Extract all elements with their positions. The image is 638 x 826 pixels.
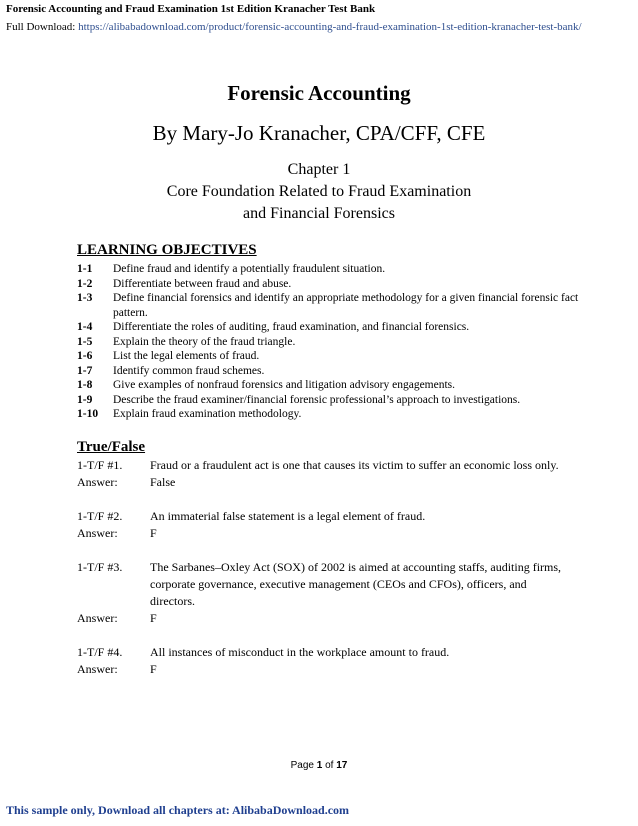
page-of: of <box>322 760 337 771</box>
true-false-heading: True/False <box>77 439 146 455</box>
objective-text: Differentiate between fraud and abuse. <box>113 277 292 290</box>
objective-number: 1-9 <box>77 393 93 406</box>
objective-number: 1-8 <box>77 379 93 391</box>
download-prefix: Full Download: <box>6 21 79 33</box>
download-line <box>6 20 582 34</box>
objective-item <box>77 320 587 335</box>
question-row <box>77 644 567 661</box>
question-id: 1-T/F #3. <box>77 560 123 574</box>
answer-row <box>77 525 567 542</box>
answer-value: F <box>150 526 157 540</box>
question-row <box>77 508 567 525</box>
footer-download-note[interactable]: This sample only, Download all chapters at: AlibabaDownload.com <box>6 803 350 817</box>
objective-item <box>77 262 587 277</box>
question-text: All instances of misconduct in the workplace amount to fraud. <box>150 645 450 659</box>
question-text: An immaterial false statement is a legal element of fraud. <box>150 509 426 523</box>
chapter-title-line2: and Financial Forensics <box>243 205 395 222</box>
learning-objectives-list <box>77 262 587 422</box>
download-link[interactable]: https://alibabadownload.com/product/forensic-accounting-and-fraud-examination-1st-edition-kranacher-test-bank/ <box>78 21 582 33</box>
objective-text: Describe the fraud examiner/financial forensic professional’s approach to investigations. <box>113 393 521 406</box>
objective-text: List the legal elements of fraud. <box>113 350 260 362</box>
objective-text: Define fraud and identify a potentially fraudulent situation. <box>113 263 386 275</box>
objective-text: Give examples of nonfraud forensics and litigation advisory engagements. <box>113 379 456 391</box>
page-total: 17 <box>336 760 348 771</box>
objective-item <box>77 277 587 292</box>
objective-number: 1-3 <box>77 292 93 304</box>
document-author: By Mary-Jo Kranacher, CPA/CFF, CFE <box>152 121 486 145</box>
page-prefix: Page <box>290 760 317 771</box>
answer-label: Answer: <box>77 475 118 489</box>
objective-number: 1-4 <box>77 321 93 333</box>
objective-text: Define financial forensics and identify an appropriate methodology for a given financial forensic fact pattern. <box>113 292 579 319</box>
question-text: Fraud or a fraudulent act is one that causes its victim to suffer an economic loss only. <box>150 458 559 472</box>
chapter-number: Chapter 1 <box>287 161 351 178</box>
question-row <box>77 457 567 474</box>
question-text: The Sarbanes–Oxley Act (SOX) of 2002 is aimed at accounting staffs, auditing firms, corporate governance, executive management (CEOs and CFOs), officers, and directors. <box>150 560 562 608</box>
question-id: 1-T/F #1. <box>77 458 123 472</box>
objective-text: Explain fraud examination methodology. <box>113 408 302 420</box>
objective-number: 1-2 <box>77 277 93 290</box>
answer-label: Answer: <box>77 526 118 540</box>
page-current: 1 <box>316 760 323 771</box>
learning-objectives-heading: LEARNING OBJECTIVES <box>77 242 257 258</box>
answer-label: Answer: <box>77 611 118 625</box>
objective-item <box>77 378 587 393</box>
document-title: Forensic Accounting <box>227 81 411 105</box>
answer-value: False <box>150 475 176 489</box>
objective-item <box>77 291 587 320</box>
objective-item <box>77 335 587 350</box>
objective-number: 1-1 <box>77 263 93 275</box>
answer-row <box>77 610 567 627</box>
objective-number: 1-6 <box>77 350 93 362</box>
objective-number: 1-10 <box>77 408 99 420</box>
objective-item <box>77 349 587 364</box>
objective-item <box>77 407 587 422</box>
question-id: 1-T/F #2. <box>77 509 123 523</box>
objective-text: Differentiate the roles of auditing, fraud examination, and financial forensics. <box>113 321 470 333</box>
true-false-questions <box>77 457 567 678</box>
objective-number: 1-7 <box>77 364 93 377</box>
answer-value: F <box>150 611 157 625</box>
objective-text: Identify common fraud schemes. <box>113 364 265 377</box>
chapter-title-line1: Core Foundation Related to Fraud Examination <box>166 183 472 200</box>
answer-value: F <box>150 662 157 676</box>
answer-row <box>77 474 567 491</box>
objective-item <box>77 393 587 408</box>
objective-text: Explain the theory of the fraud triangle. <box>113 335 296 348</box>
page-number <box>0 760 638 771</box>
objective-number: 1-5 <box>77 335 93 348</box>
answer-row <box>77 661 567 678</box>
header-title: Forensic Accounting and Fraud Examination 1st Edition Kranacher Test Bank <box>6 3 376 15</box>
objective-item <box>77 364 587 379</box>
question-id: 1-T/F #4. <box>77 645 123 659</box>
answer-label: Answer: <box>77 662 118 676</box>
question-row <box>77 559 567 610</box>
